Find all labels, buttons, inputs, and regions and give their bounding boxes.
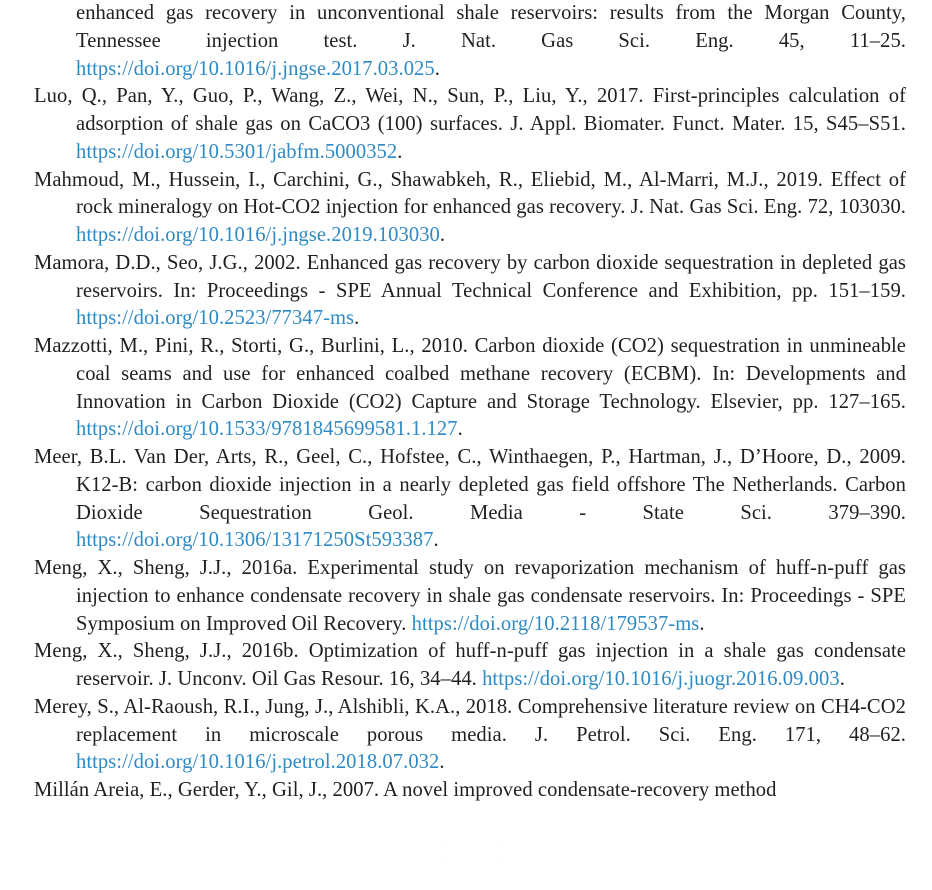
reference-entry: Meng, X., Sheng, J.J., 2016b. Optimization of huff-n-puff gas injection in a shale gas condensate reservoir. J. Unconv. Oil Gas Resour. 16, 34–44. https://doi.org/10.1016/j.juogr.2016.09.003. [34,640,906,690]
reference-text: Meer, B.L. Van Der, Arts, R., Geel, C., Hofstee, C., Winthaegen, P., Hartman, J., D’Hoore, D., 2009. K12-B: carbon dioxide injection in a nearly depleted gas field offshore The Netherlands. Carbon Dioxide Sequestration Geol. Media - State Sci. 379–390. [34,446,906,524]
doi-link[interactable]: https://doi.org/10.1016/j.petrol.2018.07.032 [76,751,440,774]
watermark [440,842,502,864]
reference-text: Millán Areia, E., Gerder, Y., Gil, J., 2007. A novel improved condensate-recovery method [34,779,777,801]
reference-entry: Mamora, D.D., Seo, J.G., 2002. Enhanced gas recovery by carbon dioxide sequestration in depleted gas reservoirs. In: Proceedings - SPE Annual Technical Conference and Exhibition, pp. 151–159. https://doi.org/10.2523/77347-ms. [34,251,906,330]
reference-text: Mazzotti, M., Pini, R., Storti, G., Burlini, L., 2010. Carbon dioxide (CO2) sequestration in unmineable coal seams and use for enhanced coalbed methane recovery (ECBM). In: Developments and Innovation in Carbon Dioxide (CO2) Capture and Storage Technology. Elsevier, pp. 127–165. [34,335,906,413]
reference-list [34,0,906,805]
doi-link[interactable]: https://doi.org/10.1016/j.jngse.2019.103030 [76,224,440,246]
doi-link[interactable]: https://doi.org/10.1306/13171250St593387 [76,529,434,552]
reference-entry: Mazzotti, M., Pini, R., Storti, G., Burlini, L., 2010. Carbon dioxide (CO2) sequestration in unmineable coal seams and use for enhanced coalbed methane recovery (ECBM). In: Developments and Innovation in Carbon Dioxide (CO2) Capture and Storage Technology. Elsevier, pp. 127–165. https://doi.org/10.1533/9781845699581.1.127. [34,335,906,441]
doi-link[interactable]: https://doi.org/10.5301/jabfm.5000352 [76,140,398,163]
reference-entry: Merey, S., Al-Raoush, R.I., Jung, J., Alshibli, K.A., 2018. Comprehensive literature review on CH4-CO2 replacement in microscale porous media. J. Petrol. Sci. Eng. 171, 48–62. https://doi.org/10.1016/j.petrol.2018.07.032. [34,695,906,774]
reference-entry-partial: enhanced gas recovery in unconventional shale reservoirs: results from the Morgan County, Tennessee injection test. J. Nat. Gas Sci. Eng. 45, 11–25. https://doi.org/10.1016/j.jngse.2017.03.025. [76,2,906,80]
reference-text: Mamora, D.D., Seo, J.G., 2002. Enhanced gas recovery by carbon dioxide sequestration in depleted gas reservoirs. In: Proceedings - SPE Annual Technical Conference and Exhibition, pp. 151–159. [34,251,906,302]
doi-link[interactable]: https://doi.org/10.1016/j.jngse.2017.03.025 [76,57,435,80]
reference-text: Merey, S., Al-Raoush, R.I., Jung, J., Alshibli, K.A., 2018. Comprehensive literature review on CH4-CO2 replacement in microscale porous media. J. Petrol. Sci. Eng. 171, 48–62. [34,695,906,746]
doi-link[interactable]: https://doi.org/10.1533/9781845699581.1.127 [76,418,458,441]
reference-text: enhanced gas recovery in unconventional shale reservoirs: results from the Morgan County, Tennessee injection test. J. Nat. Gas Sci. Eng. 45, 11–25. [76,2,906,52]
reference-entry: Mahmoud, M., Hussein, I., Carchini, G., Shawabkeh, R., Eliebid, M., Al-Marri, M.J., 2019. Effect of rock mineralogy on Hot-CO2 injection for enhanced gas recovery. J. Nat. Gas Sci. Eng. 72, 103030. https://doi.org/10.1016/j.jngse.2019.103030. [34,168,906,246]
reference-text: Mahmoud, M., Hussein, I., Carchini, G., Shawabkeh, R., Eliebid, M., Al-Marri, M.J., 2019. Effect of rock mineralogy on Hot-CO2 injection for enhanced gas recovery. J. Nat. Gas Sci. Eng. 72, 103030. [34,168,906,219]
reference-text: Meng, X., Sheng, J.J., 2016b. Optimization of huff-n-puff gas injection in a shale gas condensate reservoir. J. Unconv. Oil Gas Resour. 16, 34–44. [34,640,906,690]
doi-link[interactable]: https://doi.org/10.2523/77347-ms [76,307,355,330]
reference-text: Meng, X., Sheng, J.J., 2016a. Experimental study on revaporization mechanism of huff-n-puff gas injection to enhance condensate recovery in shale gas condensate reservoirs. In: Proceedings - SPE Symposium on Improved Oil Recovery. [34,557,906,635]
reference-entry: Meer, B.L. Van Der, Arts, R., Geel, C., Hofstee, C., Winthaegen, P., Hartman, J., D’Hoore, D., 2009. K12-B: carbon dioxide injection in a nearly depleted gas field offshore The Netherlands. Carbon Dioxide Sequestration Geol. Media - State Sci. 379–390. https://doi.org/10.1306/13171250St593387. [34,446,906,552]
reference-text: Luo, Q., Pan, Y., Guo, P., Wang, Z., Wei, N., Sun, P., Liu, Y., 2017. First-principles calculation of adsorption of shale gas on CaCO3 (100) surfaces. J. Appl. Biomater. Funct. Mater. 15, S45–S51. [34,85,906,135]
reference-entry: Meng, X., Sheng, J.J., 2016a. Experimental study on revaporization mechanism of huff-n-puff gas injection to enhance condensate recovery in shale gas condensate reservoirs. In: Proceedings - SPE Symposium on Improved Oil Recovery. https://doi.org/10.2118/179537-ms. [34,557,906,635]
reference-entry-partial [34,777,906,805]
doi-link[interactable]: https://doi.org/10.1016/j.juogr.2016.09.003 [482,668,840,690]
doi-link[interactable]: https://doi.org/10.2118/179537-ms [411,612,700,635]
reference-entry: Luo, Q., Pan, Y., Guo, P., Wang, Z., Wei, N., Sun, P., Liu, Y., 2017. First-principles calculation of adsorption of shale gas on CaCO3 (100) surfaces. J. Appl. Biomater. Funct. Mater. 15, S45–S51. https://doi.org/10.5301/jabfm.5000352. [34,85,906,163]
